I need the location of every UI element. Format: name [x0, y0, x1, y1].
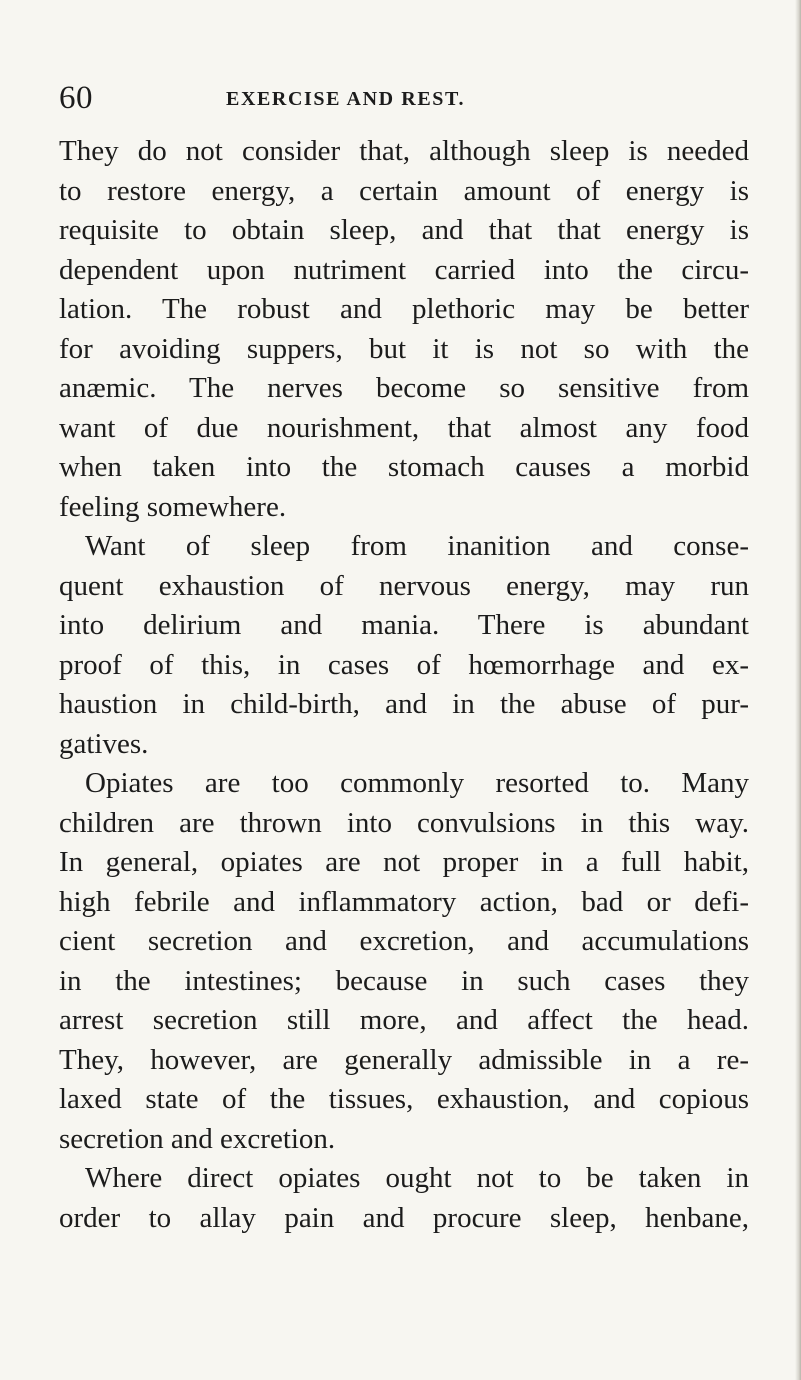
text-line: in the intestines; because in such cases they: [59, 964, 749, 997]
body-text: [59, 132, 749, 1238]
text-line: cient secretion and excretion, and accumulations: [59, 925, 749, 957]
text-line: Where direct opiates ought not to be taken in: [85, 1162, 749, 1194]
text-line: when taken into the stomach causes a morbid: [59, 451, 749, 483]
text-line: want of due nourishment, that almost any food: [59, 411, 749, 444]
text-line: lation. The robust and plethoric may be better: [59, 293, 749, 325]
text-line: laxed state of the tissues, exhaustion, and copious: [59, 1083, 749, 1115]
text-line: quent exhaustion of nervous energy, may run: [59, 569, 749, 602]
text-line: order to allay pain and procure sleep, henbane,: [59, 1201, 749, 1234]
text-line: anæmic. The nerves become so sensitive from: [59, 372, 749, 404]
running-head: EXERCISE AND REST.: [226, 88, 466, 110]
text-line: arrest secretion still more, and affect the head.: [59, 1004, 749, 1036]
page-edge-shadow: [795, 0, 801, 1380]
text-line: for avoiding suppers, but it is not so with the: [59, 332, 749, 365]
text-line: They do not consider that, although sleep is needed: [59, 135, 749, 167]
text-line: dependent upon nutriment carried into the circu-: [59, 253, 749, 286]
text-line: Opiates are too commonly resorted to. Many: [85, 767, 749, 799]
text-line: Want of sleep from inanition and conse-: [85, 530, 749, 562]
text-line: to restore energy, a certain amount of energy is: [59, 174, 749, 207]
page-header: [59, 78, 719, 118]
text-line: feeling somewhere.: [59, 490, 287, 523]
text-line: secretion and excretion.: [59, 1122, 336, 1155]
text-line: children are thrown into convulsions in this way.: [59, 806, 749, 839]
text-line: In general, opiates are not proper in a full habit,: [59, 846, 749, 878]
text-line: proof of this, in cases of hœmorrhage and ex-: [59, 648, 749, 681]
text-line: haustion in child-birth, and in the abuse of pur-: [59, 688, 749, 720]
text-line: requisite to obtain sleep, and that that energy is: [59, 214, 749, 246]
text-line: high febrile and inflammatory action, bad or defi-: [59, 885, 749, 918]
page-number: 60: [59, 80, 93, 116]
text-line: gatives.: [59, 727, 149, 760]
text-line: They, however, are generally admissible in a re-: [59, 1043, 749, 1076]
text-line: into delirium and mania. There is abundant: [59, 609, 749, 641]
